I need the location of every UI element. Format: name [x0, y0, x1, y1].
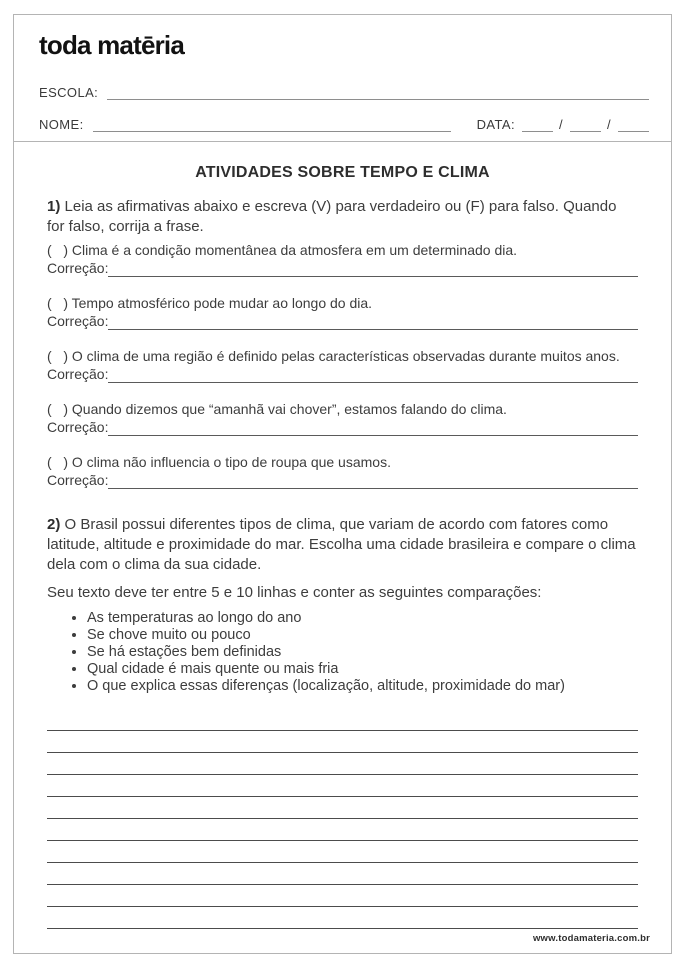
- statement-1-text: Clima é a condição momentânea da atmosfera em um determinado dia.: [71, 242, 518, 258]
- date-label: DATA:: [476, 117, 515, 132]
- correction-row: [47, 259, 638, 277]
- correction-row: [47, 365, 638, 383]
- school-field-row: [39, 85, 649, 100]
- answer-blank-line: [47, 863, 638, 885]
- question1-prompt-text: Leia as afirmativas abaixo e escreva (V) para verdadeiro ou (F) para falso. Quando for falso, corrija a frase.: [47, 198, 617, 235]
- bullet-item: • Se há estações bem definidas: [87, 644, 638, 661]
- correction-row: [47, 471, 638, 489]
- correction-label: Correção:: [47, 313, 109, 329]
- statement-text: [47, 294, 638, 312]
- statement-text: [47, 453, 638, 471]
- toda-materia-logo: toda matēria: [39, 30, 185, 60]
- date-separator: /: [606, 117, 611, 132]
- statement-block: [47, 453, 638, 489]
- true-false-blank: ( ): [47, 454, 72, 470]
- worksheet-header: [14, 15, 671, 142]
- statement-5-text: O clima não influencia o tipo de roupa que usamos.: [71, 454, 391, 470]
- answer-blank-line: [47, 731, 638, 753]
- worksheet-page: [13, 14, 672, 954]
- worksheet-body: [14, 142, 671, 929]
- statement-text: [47, 347, 638, 365]
- question1-prompt: [47, 197, 638, 237]
- bullet-item: • Qual cidade é mais quente ou mais fria: [87, 661, 638, 678]
- correction-row: [47, 418, 638, 436]
- true-false-blank: ( ): [47, 295, 72, 311]
- answer-blank-line: [47, 797, 638, 819]
- name-blank-line: [93, 118, 451, 132]
- statement-text: [47, 400, 638, 418]
- date-day-blank: [522, 118, 553, 132]
- answer-blank-line: [47, 819, 638, 841]
- comparison-bullet-list: [47, 610, 638, 695]
- statement-block: [47, 241, 638, 277]
- statement-block: [47, 347, 638, 383]
- name-label: NOME:: [39, 117, 84, 132]
- school-blank-line: [107, 86, 649, 100]
- bullet-item: • Se chove muito ou pouco: [87, 627, 638, 644]
- bullet-item: • As temperaturas ao longo do ano: [87, 610, 638, 627]
- correction-blank-line: [108, 262, 638, 277]
- date-month-blank: [570, 118, 601, 132]
- correction-blank-line: [108, 368, 638, 383]
- correction-label: Correção:: [47, 472, 109, 488]
- worksheet-title: ATIVIDADES SOBRE TEMPO E CLIMA: [195, 164, 490, 181]
- date-year-blank: [618, 118, 649, 132]
- answer-blank-line: [47, 907, 638, 929]
- correction-blank-line: [108, 474, 638, 489]
- question2-prompt: [47, 515, 638, 575]
- answer-blank-line: [47, 709, 638, 731]
- bullet-item: • O que explica essas diferenças (localização, altitude, proximidade do mar): [87, 678, 638, 695]
- correction-label: Correção:: [47, 419, 109, 435]
- statement-4-text: Quando dizemos que “amanhã vai chover”, estamos falando do clima.: [71, 401, 507, 417]
- name-date-row: [39, 117, 649, 132]
- answer-blank-line: [47, 885, 638, 907]
- correction-row: [47, 312, 638, 330]
- statement-3-text: O clima de uma região é definido pelas características observadas durante muitos anos.: [71, 348, 620, 364]
- question1-number: 1): [47, 198, 61, 215]
- statement-2-text: Tempo atmosférico pode mudar ao longo do dia.: [71, 295, 373, 311]
- question2-number: 2): [47, 516, 61, 533]
- answer-blank-line: [47, 775, 638, 797]
- school-label: ESCOLA:: [39, 85, 99, 100]
- answer-writing-area: [47, 709, 638, 929]
- question2-instruction: Seu texto deve ter entre 5 e 10 linhas e conter as seguintes comparações:: [47, 584, 542, 601]
- answer-blank-line: [47, 753, 638, 775]
- website-url: www.todamateria.com.br: [532, 933, 650, 944]
- correction-label: Correção:: [47, 366, 109, 382]
- true-false-blank: ( ): [47, 348, 72, 364]
- correction-blank-line: [108, 421, 638, 436]
- true-false-blank: ( ): [47, 401, 72, 417]
- statement-text: [47, 241, 638, 259]
- date-separator: /: [558, 117, 563, 132]
- correction-blank-line: [108, 315, 638, 330]
- answer-blank-line: [47, 841, 638, 863]
- question2-prompt-text: O Brasil possui diferentes tipos de clima, que variam de acordo com fatores como latitude, altitude e proximidade do mar. Escolha uma cidade brasileira e compare o clima dela com o clima da sua cidade.: [47, 516, 636, 573]
- correction-label: Correção:: [47, 260, 109, 276]
- statement-block: [47, 294, 638, 330]
- statement-block: [47, 400, 638, 436]
- true-false-blank: ( ): [47, 242, 72, 258]
